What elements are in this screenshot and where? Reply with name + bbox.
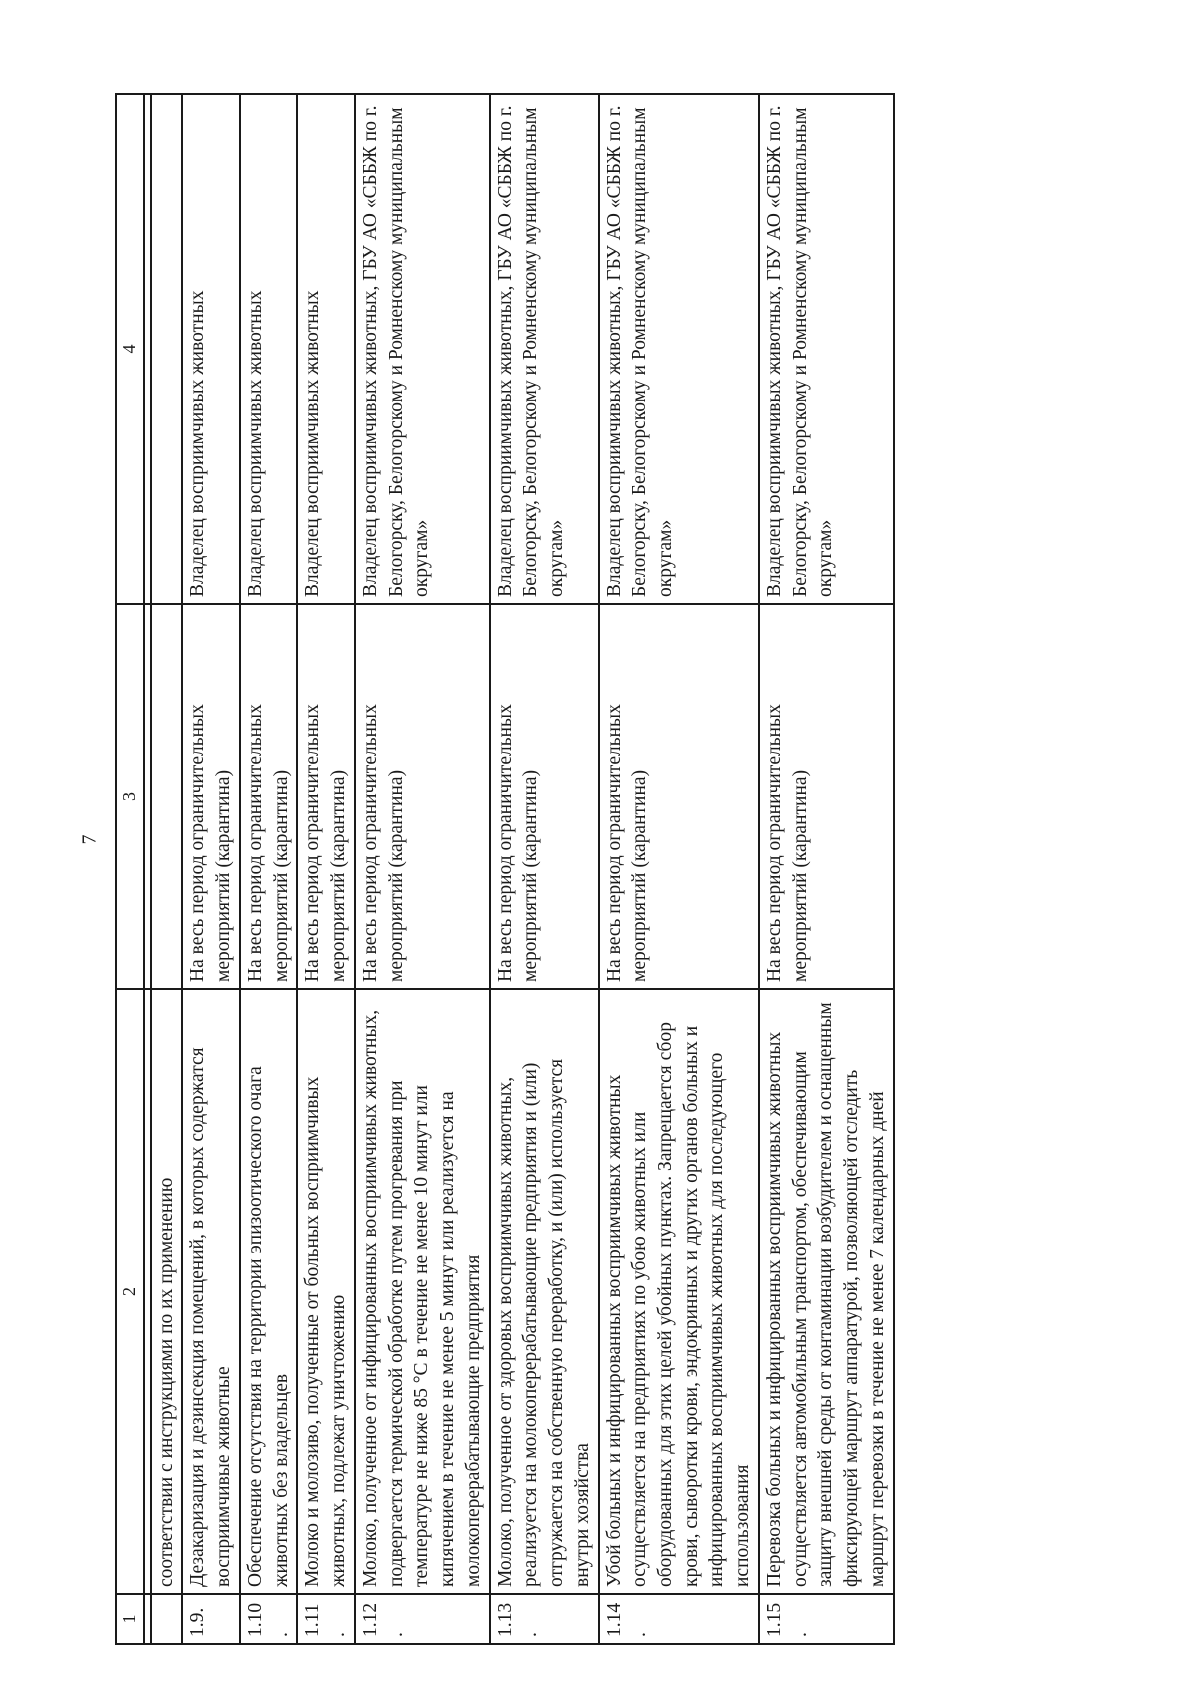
row-period: На весь период ограничительных мероприятий (карантина)	[182, 604, 239, 989]
row-measure: Молоко, полученное от инфицированных восприимчивых животных, подвергается термической обработке путем прогревания при температуре не ниже 85 °С в течение не менее 10 минут или кипячением в течение не менее 5 минут или реализуется на молокоперерабатывающие предприятия	[355, 989, 490, 1594]
header-col-4: 4	[116, 94, 144, 604]
header-col-2: 2	[116, 989, 144, 1594]
row-number: 1.11.	[297, 1594, 354, 1644]
spacer-cell	[144, 94, 151, 604]
row-period	[151, 604, 183, 989]
row-measure: Убой больных и инфицированных восприимчивых животных осуществляется на предприятиях по убою животных или оборудованных для этих целей убойных пунктах. Запрещается сбор крови, сыворотки крови, эндокринных и других органов больных и инфицированных восприимчивых животных для последующего использования	[599, 989, 759, 1594]
header-col-3: 3	[116, 604, 144, 989]
row-responsible: Владелец восприимчивых животных, ГБУ АО «СББЖ по г. Белогорску, Белогорскому и Ромненскому муниципальным округам»	[759, 94, 894, 604]
row-responsible: Владелец восприимчивых животных, ГБУ АО «СББЖ по г. Белогорску, Белогорскому и Ромненскому муниципальным округам»	[355, 94, 490, 604]
table-row	[759, 94, 894, 1644]
row-number: 1.12.	[355, 1594, 490, 1644]
row-responsible: Владелец восприимчивых животных	[297, 94, 354, 604]
spacer-cell	[144, 989, 151, 1594]
measures-table	[115, 93, 895, 1645]
table-row	[355, 94, 490, 1644]
row-number	[151, 1594, 183, 1644]
row-number: 1.10.	[240, 1594, 297, 1644]
row-measure: Перевозка больных и инфицированных восприимчивых животных осуществляется автомобильным транспортом, обеспечивающим защиту внешней среды от контаминации возбудителем и оснащенным фиксирующей маршрут аппаратурой, позволяющей отследить маршрут перевозки в течение не менее 7 календарных дней	[759, 989, 894, 1594]
table-row-continuation	[151, 94, 183, 1644]
row-period: На весь период ограничительных мероприятий (карантина)	[355, 604, 490, 989]
row-measure: Обеспечение отсутствия на территории эпизоотического очага животных без владельцев	[240, 989, 297, 1594]
row-responsible: Владелец восприимчивых животных, ГБУ АО «СББЖ по г. Белогорску, Белогорскому и Ромненскому муниципальным округам»	[490, 94, 599, 604]
row-measure: соответствии с инструкциями по их применению	[151, 989, 183, 1594]
row-responsible: Владелец восприимчивых животных	[240, 94, 297, 604]
table-row	[182, 94, 239, 1644]
row-number: 1.15.	[759, 1594, 894, 1644]
row-measure: Молоко, полученное от здоровых восприимчивых животных, реализуется на молокоперерабатывающие предприятия и (или) отгружается на собственную переработку, и (или) используется внутри хозяйства	[490, 989, 599, 1594]
page-number: 7	[78, 834, 101, 845]
row-responsible: Владелец восприимчивых животных	[182, 94, 239, 604]
row-period: На весь период ограничительных мероприятий (карантина)	[297, 604, 354, 989]
spacer-cell	[144, 604, 151, 989]
row-measure: Молоко и молозиво, полученные от больных восприимчивых животных, подлежат уничтожению	[297, 989, 354, 1594]
header-col-1: 1	[116, 1594, 144, 1644]
row-period: На весь период ограничительных мероприятий (карантина)	[490, 604, 599, 989]
row-number: 1.14.	[599, 1594, 759, 1644]
row-number: 1.13.	[490, 1594, 599, 1644]
row-period: На весь период ограничительных мероприятий (карантина)	[759, 604, 894, 989]
spacer-row	[144, 94, 151, 1644]
row-responsible: Владелец восприимчивых животных, ГБУ АО «СББЖ по г. Белогорску, Белогорскому и Ромненскому муниципальным округам»	[599, 94, 759, 604]
spacer-cell	[144, 1594, 151, 1644]
table-row	[297, 94, 354, 1644]
row-measure: Дезакаризация и дезинсекция помещений, в которых содержатся восприимчивые животные	[182, 989, 239, 1594]
rotated-table-container	[115, 95, 1095, 1645]
header-row	[116, 94, 144, 1644]
row-responsible	[151, 94, 183, 604]
row-period: На весь период ограничительных мероприятий (карантина)	[599, 604, 759, 989]
row-number: 1.9.	[182, 1594, 239, 1644]
table-row	[599, 94, 759, 1644]
row-period: На весь период ограничительных мероприятий (карантина)	[240, 604, 297, 989]
table-row	[240, 94, 297, 1644]
table-row	[490, 94, 599, 1644]
